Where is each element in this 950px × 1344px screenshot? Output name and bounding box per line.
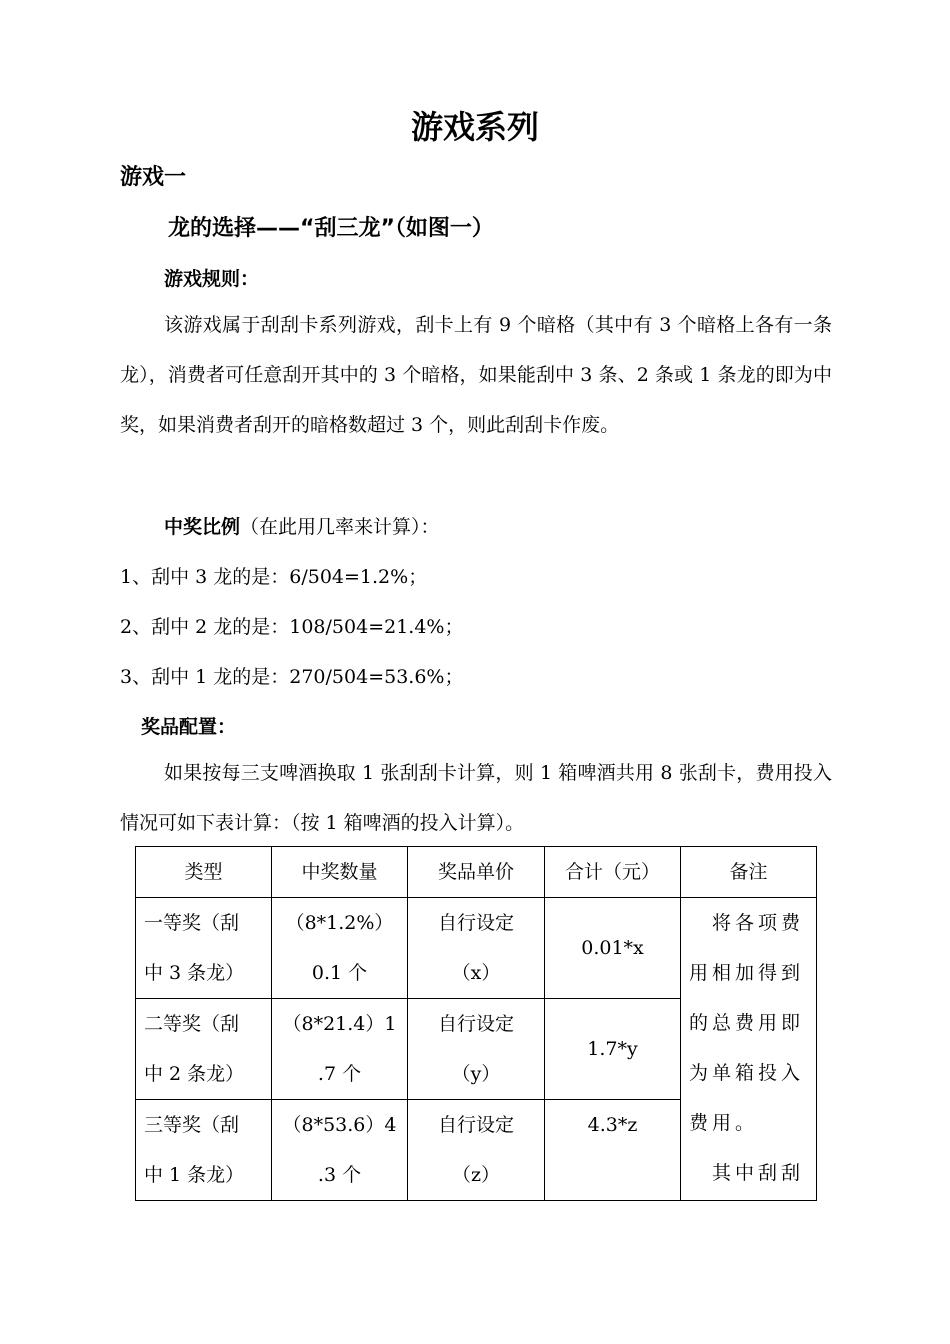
- odds-heading-bold: 中奖比例: [164, 516, 241, 538]
- cell-type: 二等奖（刮 中 2 条龙）: [136, 999, 272, 1100]
- cell-note: [681, 898, 817, 1201]
- header-unit-price: 奖品单价: [408, 847, 545, 898]
- prizes-heading: 奖品配置：: [141, 716, 237, 738]
- odds-item-3: 3、刮中 1 龙的是：270/504=53.6%；: [120, 666, 464, 688]
- cell-quantity: （8*53.6）4 .3 个: [272, 1100, 408, 1201]
- prize-table: [135, 846, 817, 1201]
- odds-item-2: 2、刮中 2 龙的是：108/504=21.4%；: [120, 616, 464, 638]
- page-title: 游戏系列: [410, 108, 539, 146]
- cell-unit-price: 自行设定 （y）: [408, 999, 545, 1100]
- game-subtitle: 龙的选择——“刮三龙”（如图一）: [168, 216, 494, 241]
- odds-heading: [164, 512, 440, 539]
- cell-total: 4.3*z: [545, 1100, 681, 1201]
- rules-paragraph: 该游戏属于刮刮卡系列游戏，刮卡上有 9 个暗格（其中有 3 个暗格上各有一条龙），消费者可任意刮开其中的 3 个暗格，如果能刮中 3 条、2 条或 1 条龙的即为中奖，如果消费者刮开的暗格数超过 3 个，则此刮刮卡作废。: [120, 314, 832, 436]
- rules-heading: 游戏规则：: [164, 268, 260, 290]
- cell-total: 0.01*x: [545, 898, 681, 999]
- table-row: [136, 898, 817, 999]
- odds-heading-note: （在此用几率来计算）：: [240, 516, 440, 538]
- cell-total: 1.7*y: [545, 999, 681, 1100]
- odds-item-1: 1、刮中 3 龙的是：6/504=1.2%；: [120, 566, 428, 588]
- note-text-1: 将各项费用相加得到的总费用即为单箱投入费用。: [689, 912, 805, 1134]
- game-heading: 游戏一: [120, 165, 187, 190]
- note-text-2: 其中刮刮: [712, 1162, 805, 1184]
- cell-unit-price: 自行设定 （x）: [408, 898, 545, 999]
- cell-quantity: （8*1.2%） 0.1 个: [272, 898, 408, 999]
- cell-type: 一等奖（刮 中 3 条龙）: [136, 898, 272, 999]
- header-type: 类型: [136, 847, 272, 898]
- cell-type: 三等奖（刮 中 1 条龙）: [136, 1100, 272, 1201]
- header-quantity: 中奖数量: [272, 847, 408, 898]
- cell-quantity: （8*21.4）1 .7 个: [272, 999, 408, 1100]
- prizes-intro: 如果按每三支啤酒换取 1 张刮刮卡计算，则 1 箱啤酒共用 8 张刮卡，费用投入情况可如下表计算：（按 1 箱啤酒的投入计算）。: [120, 762, 832, 834]
- table-header-row: [136, 847, 817, 898]
- cell-unit-price: 自行设定 （z）: [408, 1100, 545, 1201]
- header-note: 备注: [681, 847, 817, 898]
- header-total: 合计（元）: [545, 847, 681, 898]
